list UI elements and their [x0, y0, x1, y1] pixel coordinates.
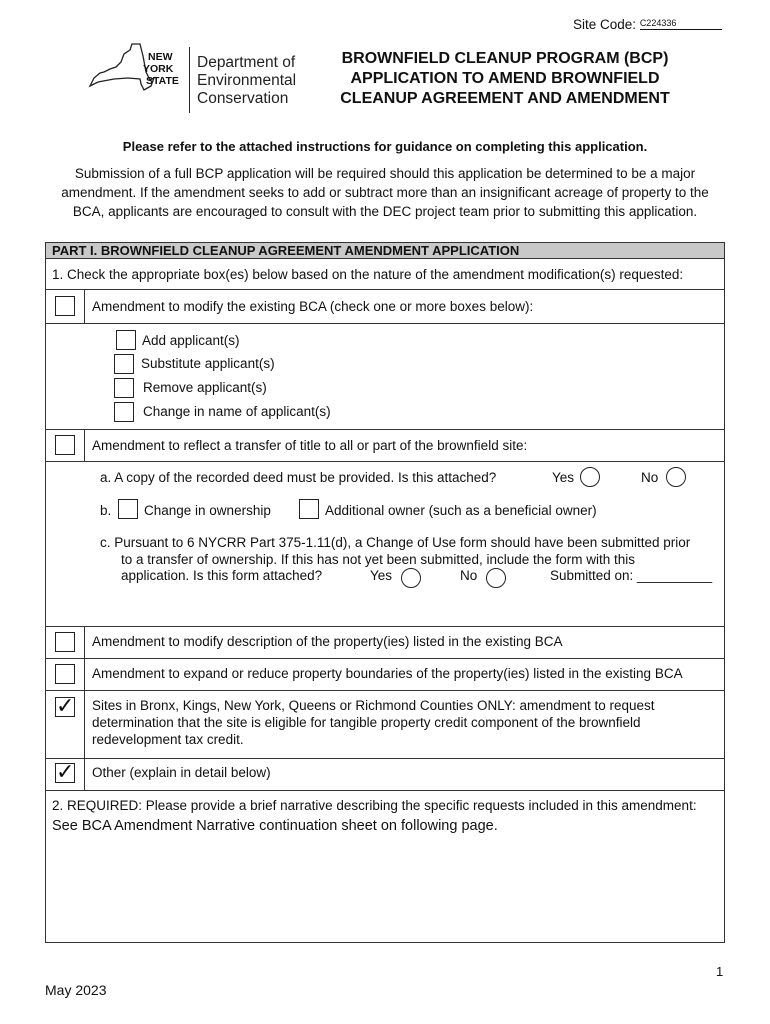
rule [45, 323, 725, 324]
divider [84, 626, 85, 790]
sites-line2: determination that the site is eligible for tangible property credit component of the brownfield [92, 715, 641, 730]
site-code [573, 17, 722, 33]
rule [45, 626, 725, 627]
question-1: 1. Check the appropriate box(es) below based on the nature of the amendment modification(s) requested: [52, 267, 684, 282]
sites-line1: Sites in Bronx, Kings, New York, Queens or Richmond Counties ONLY: amendment to request [92, 698, 655, 713]
substitute-applicant-checkbox[interactable] [114, 354, 134, 374]
rule [45, 658, 725, 659]
rule [45, 758, 725, 759]
item-a-no-radio[interactable] [666, 467, 686, 487]
item-c-line2: to a transfer of ownership. If this has not yet been submitted, include the form with this [121, 552, 636, 567]
item-b-label: b. [100, 503, 112, 518]
logo-dept-text: Department of Environmental Conservation [197, 54, 297, 107]
divider [84, 289, 85, 323]
expand-reduce-checkbox[interactable] [55, 664, 75, 684]
intro-paragraph: Submission of a full BCP application will be required should this application be determined to be a major amendment. If the amendment seeks to add or subtract more than an insignificant acreage of property to the BCA, applicants are encouraged to consult with the DEC project team prior to submitting this application. [61, 166, 709, 219]
modify-bca-checkbox[interactable] [55, 296, 75, 316]
page-title: BROWNFIELD CLEANUP PROGRAM (BCP) APPLICATION TO AMEND BROWNFIELD CLEANUP AGREEMENT AND AMENDMENT [340, 50, 670, 107]
rule [45, 690, 725, 691]
question-2: 2. REQUIRED: Please provide a brief narrative describing the specific requests included in this amendment: [52, 798, 697, 813]
item-c-no-label: No [460, 568, 478, 583]
change-name-checkbox[interactable] [114, 402, 134, 422]
modify-description-label: Amendment to modify description of the property(ies) listed in the existing BCA [92, 634, 563, 649]
remove-applicant-label: Remove applicant(s) [143, 380, 267, 395]
submitted-on-field[interactable]: Submitted on: __________ [550, 568, 713, 583]
additional-owner-label: Additional owner (such as a beneficial owner) [325, 503, 597, 518]
transfer-title-checkbox[interactable] [55, 435, 75, 455]
add-applicant-checkbox[interactable] [116, 330, 136, 350]
expand-reduce-label: Amendment to expand or reduce property boundaries of the property(ies) listed in the existing BCA [92, 666, 683, 681]
add-applicant-label: Add applicant(s) [142, 333, 240, 348]
change-ownership-label: Change in ownership [144, 503, 271, 518]
logo-divider [189, 47, 190, 113]
change-ownership-checkbox[interactable] [118, 499, 138, 519]
change-name-label: Change in name of applicant(s) [143, 404, 331, 419]
other-checkbox[interactable]: ✓ [56, 760, 75, 785]
item-c-line1: c. Pursuant to 6 NYCRR Part 375-1.11(d), a Change of Use form should have been submitted prior [100, 535, 691, 550]
remove-applicant-checkbox[interactable] [114, 378, 134, 398]
sites-line3: redevelopment tax credit. [92, 732, 244, 747]
footer-date: May 2023 [45, 982, 107, 998]
item-c-yes-radio[interactable] [401, 568, 421, 588]
substitute-applicant-label: Substitute applicant(s) [141, 356, 275, 371]
transfer-title-label: Amendment to reflect a transfer of title to all or part of the brownfield site: [92, 438, 528, 453]
site-code-label: Site Code: [573, 17, 637, 32]
item-c-yes-label: Yes [370, 568, 393, 583]
item-a-yes-label: Yes [552, 470, 575, 485]
other-label: Other (explain in detail below) [92, 765, 271, 780]
rule [45, 790, 725, 791]
additional-owner-checkbox[interactable] [299, 499, 319, 519]
instructions-note: Please refer to the attached instructions for guidance on completing this application. [122, 139, 648, 154]
logo-state-text: NEW YORK STATE [143, 51, 179, 87]
item-a-yes-radio[interactable] [580, 467, 600, 487]
page-number: 1 [716, 964, 724, 979]
modify-description-checkbox[interactable] [55, 632, 75, 652]
item-c-no-radio[interactable] [486, 568, 506, 588]
divider [84, 429, 85, 461]
item-c-line3: application. Is this form attached? [121, 568, 323, 583]
site-code-value: C224336 [640, 17, 722, 30]
narrative-answer[interactable]: See BCA Amendment Narrative continuation sheet on following page. [52, 818, 498, 834]
rule [45, 429, 725, 430]
item-a-text: a. A copy of the recorded deed must be provided. Is this attached? [100, 470, 497, 485]
modify-bca-label: Amendment to modify the existing BCA (check one or more boxes below): [92, 299, 534, 314]
sites-tax-credit-checkbox[interactable]: ✓ [56, 694, 75, 719]
rule [45, 461, 725, 462]
part1-heading: PART I. BROWNFIELD CLEANUP AGREEMENT AMENDMENT APPLICATION [46, 243, 724, 259]
rule [45, 289, 725, 290]
item-a-no-label: No [641, 470, 659, 485]
